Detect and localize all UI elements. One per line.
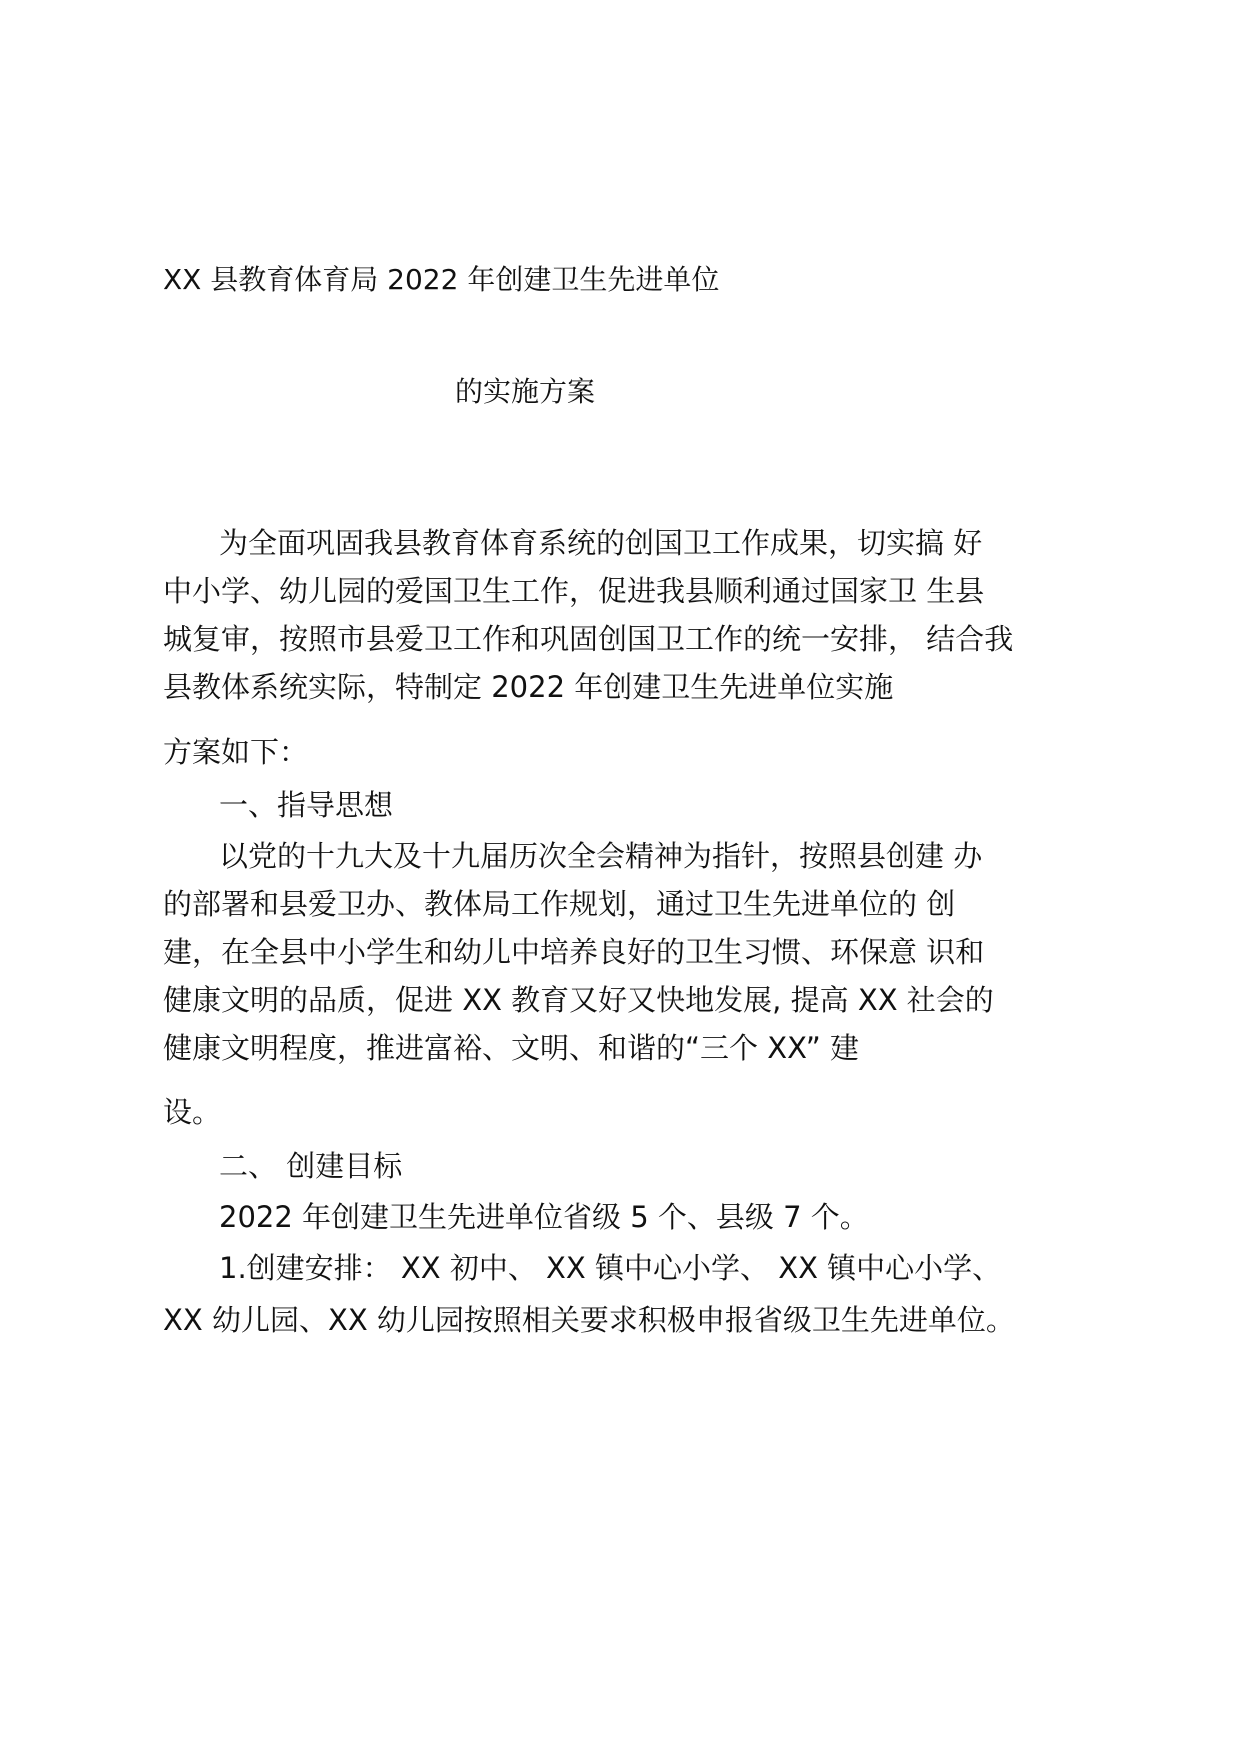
intro-line-2: 中小学、幼儿园的爱国卫生工作，促进我县顺利通过国家卫 生县 xyxy=(163,574,985,608)
intro-line-4: 县教体系统实际，特制定 2022 年创建卫生先进单位实施 xyxy=(163,670,894,704)
section1-line-3: 建，在全县中小学生和幼儿中培养良好的卫生习惯、环保意 识和 xyxy=(163,935,985,969)
section1-line-1: 以党的十九大及十九届历次全会精神为指针，按照县创建 办 xyxy=(219,839,983,873)
document-title-line-2: 的实施方案 xyxy=(455,375,596,408)
section1-line-4: 健康文明的品质，促进 XX 教育又好又快地发展, 提高 XX 社会的 xyxy=(163,983,994,1017)
section2-line-3: XX 幼儿园、XX 幼儿园按照相关要求积极申报省级卫生先进单位。 xyxy=(163,1303,1015,1337)
section-heading-guiding-thought: 一、指导思想 xyxy=(219,788,394,822)
section1-line-2: 的部署和县爱卫办、教体局工作规划，通过卫生先进单位的 创 xyxy=(163,887,956,921)
section2-line-2: 1.创建安排： XX 初中、 XX 镇中心小学、 XX 镇中心小学、 xyxy=(219,1251,1002,1285)
document-title-line-1: XX 县教育体育局 2022 年创建卫生先进单位 xyxy=(163,263,720,296)
section2-line-1: 2022 年创建卫生先进单位省级 5 个、县级 7 个。 xyxy=(219,1200,869,1234)
section-heading-goals: 二、 创建目标 xyxy=(219,1149,403,1183)
intro-line-3: 城复审，按照市县爱卫工作和巩固创国卫工作的统一安排， 结合我 xyxy=(163,622,1014,656)
intro-line-5: 方案如下： xyxy=(163,735,309,769)
section1-line-5: 健康文明程度，推进富裕、文明、和谐的“三个 XX” 建 xyxy=(163,1031,860,1065)
section1-line-6: 设。 xyxy=(163,1095,222,1129)
intro-line-1: 为全面巩固我县教育体育系统的创国卫工作成果，切实搞 好 xyxy=(219,526,983,560)
